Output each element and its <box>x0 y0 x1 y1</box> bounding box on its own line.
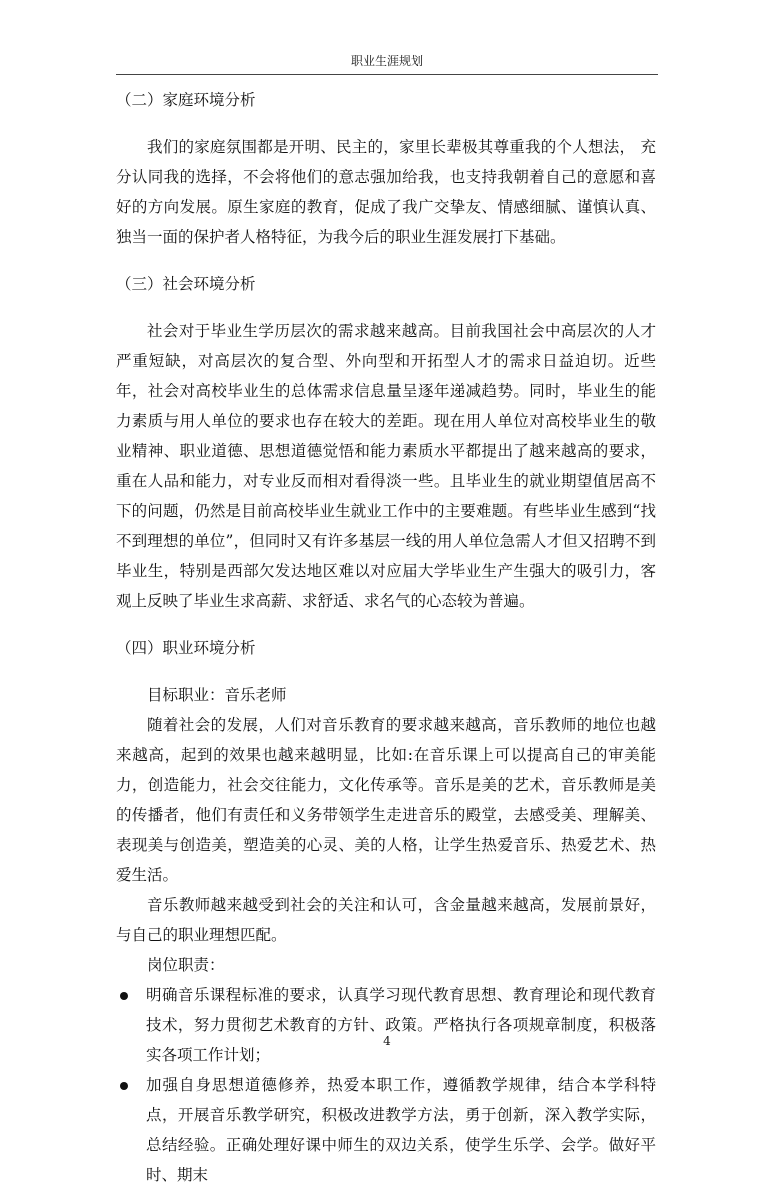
header-divider <box>116 74 658 75</box>
spacer <box>116 616 656 632</box>
page-header-title: 职业生涯规划 <box>350 54 423 68</box>
section-heading-society: （三）社会环境分析 <box>116 275 256 293</box>
spacer <box>116 664 656 680</box>
spacer <box>116 300 656 316</box>
duty-text: 明确音乐课程标准的要求，认真学习现代教育思想、教育理论和现代教育技术，努力贯彻艺术教育的方针、政策。严格执行各项规章制度，积极落实各项工作计划； <box>146 986 656 1064</box>
target-career: 目标职业：音乐老师 <box>147 686 287 704</box>
duty-list-item <box>116 1070 656 1190</box>
duty-text: 加强自身思想道德修养，热爱本职工作，遵循教学规律，结合本学科特点，开展音乐教学研究，积极改进教学方法，勇于创新，深入教学实际，总结经验。正确处理好课中师生的双边关系，使学生乐学、会学。做好平时、期末 <box>146 1076 656 1184</box>
duty-list-item <box>116 980 656 1070</box>
bullet-dot-icon <box>120 1082 128 1090</box>
career-paragraph-1: 随着社会的发展，人们对音乐教育的要求越来越高，音乐教师的地位也越来越高，起到的效果也越来越明显，比如:在音乐课上可以提高自己的审美能力，创造能力，社会交往能力，文化传承等。音乐是美的艺术，音乐教师是美的传播者，他们有责任和义务带领学生走进音乐的殿堂，去感受美、理解美、表现美与创造美，塑造美的心灵、美的人格，让学生热爱音乐、热爱艺术、热爱生活。 <box>116 716 656 884</box>
family-paragraph: 我们的家庭氛围都是开明、民主的，家里长辈极其尊重我的个人想法， 充分认同我的选择，不会将他们的意志强加给我，也支持我朝着自己的意愿和喜好的方向发展。原生家庭的教育，促成了我广交挚友、情感细腻、谨慎认真、独当一面的保护者人格特征，为我今后的职业生涯发展打下基础。 <box>116 138 656 246</box>
bullet-dot-icon <box>120 992 128 1000</box>
spacer <box>116 116 656 132</box>
page-number: 4 <box>383 1034 391 1048</box>
career-paragraph-2: 音乐教师越来越受到社会的关注和认可，含金量越来越高，发展前景好，与自己的职业理想匹配。 <box>116 896 656 944</box>
duties-label: 岗位职责： <box>147 956 225 974</box>
document-body <box>116 84 656 1190</box>
spacer <box>116 252 656 268</box>
section-heading-family: （二）家庭环境分析 <box>116 91 256 109</box>
section-heading-career: （四）职业环境分析 <box>116 639 256 657</box>
society-paragraph: 社会对于毕业生学历层次的需求越来越高。目前我国社会中高层次的人才严重短缺，对高层次的复合型、外向型和开拓型人才的需求日益迫切。近些年，社会对高校毕业生的总体需求信息量呈逐年递减趋势。同时，毕业生的能力素质与用人单位的要求也存在较大的差距。现在用人单位对高校毕业生的敬业精神、职业道德、思想道德觉悟和能力素质水平都提出了越来越高的要求，重在人品和能力，对专业反而相对看得淡一些。且毕业生的就业期望值居高不下的问题，仍然是目前高校毕业生就业工作中的主要难题。有些毕业生感到“找不到理想的单位”，但同时又有许多基层一线的用人单位急需人才但又招聘不到毕业生，特别是西部欠发达地区难以对应届大学毕业生产生强大的吸引力，客观上反映了毕业生求高薪、求舒适、求名气的心态较为普遍。 <box>116 322 656 610</box>
